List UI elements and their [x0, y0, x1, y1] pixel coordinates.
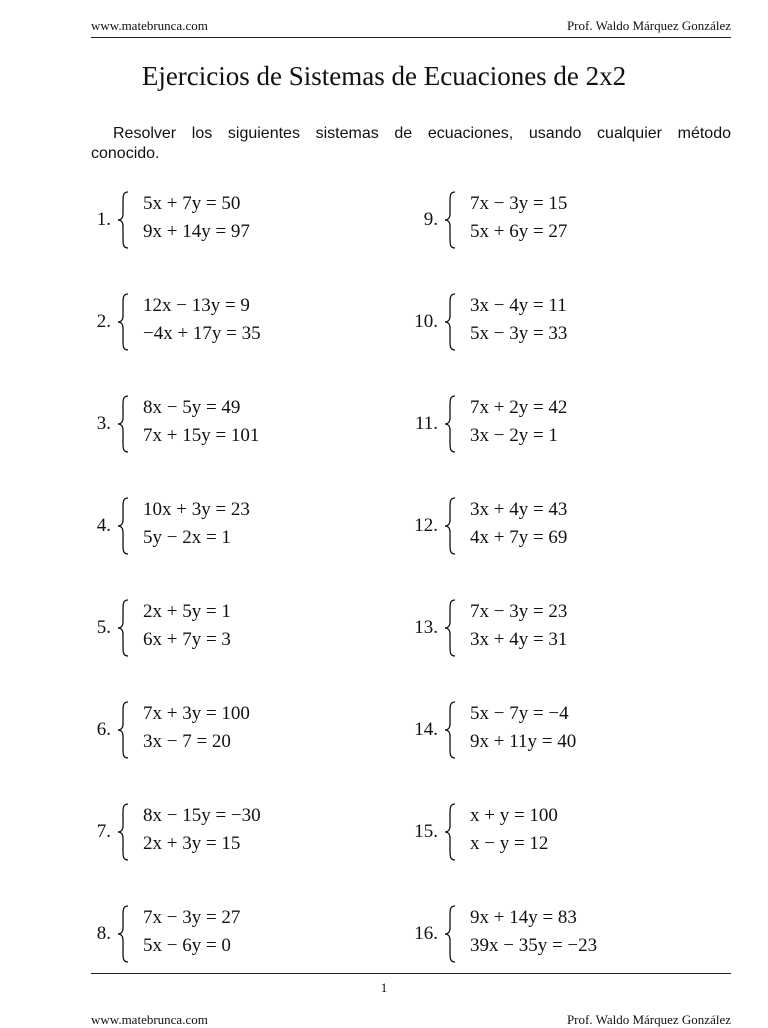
footer-site: www.matebrunca.com [91, 1012, 208, 1027]
page-number: 1 [380, 980, 388, 995]
equation-2: 2x + 3y = 15 [143, 833, 241, 854]
equation-system [470, 496, 567, 552]
left-brace-icon [444, 496, 458, 556]
left-brace-icon [444, 904, 458, 964]
header-divider [91, 37, 731, 38]
equation-1: 7x − 3y = 27 [143, 907, 241, 928]
exercise-number: 12. [414, 515, 438, 536]
equation-1: x + y = 100 [470, 805, 558, 826]
equation-2: −4x + 17y = 35 [143, 323, 261, 344]
equation-1: 8x − 15y = −30 [143, 805, 261, 826]
exercise-number: 13. [414, 617, 438, 638]
equation-2: 5x − 6y = 0 [143, 935, 231, 956]
equation-2: 5x + 6y = 27 [470, 221, 568, 242]
exercise-number: 9. [423, 209, 438, 230]
equation-system [143, 292, 261, 348]
equation-1: 3x − 4y = 11 [470, 295, 567, 316]
equation-system [470, 292, 567, 348]
equation-system [143, 496, 250, 552]
left-brace-icon [117, 802, 131, 862]
equation-system [470, 190, 567, 246]
page-title: Ejercicios de Sistemas de Ecuaciones de 2x2 [141, 61, 627, 91]
equation-1: 7x + 2y = 42 [470, 397, 568, 418]
equation-system [143, 190, 250, 246]
equation-2: x − y = 12 [470, 833, 549, 854]
equation-system [470, 598, 567, 654]
equation-1: 2x + 5y = 1 [143, 601, 231, 622]
equation-2: 4x + 7y = 69 [470, 527, 568, 548]
equation-1: 9x + 14y = 83 [470, 907, 577, 928]
equation-system [470, 904, 597, 960]
left-brace-icon [444, 190, 458, 250]
footer-divider [91, 973, 731, 974]
header-author: Prof. Waldo Márquez González [566, 18, 731, 33]
equation-2: 5y − 2x = 1 [143, 527, 231, 548]
left-brace-icon [444, 598, 458, 658]
equation-1: 10x + 3y = 23 [143, 499, 250, 520]
equation-system [143, 394, 259, 450]
instructions-line-1: Resolver los siguientes sistemas de ecuaciones, usando cualquier método [113, 125, 731, 142]
equation-1: 5x + 7y = 50 [143, 193, 241, 214]
left-brace-icon [444, 700, 458, 760]
equation-system [470, 700, 576, 756]
exercise-number: 11. [414, 413, 438, 434]
equation-system [143, 700, 250, 756]
equation-system [470, 802, 558, 858]
equation-2: 9x + 11y = 40 [470, 731, 577, 752]
left-brace-icon [444, 802, 458, 862]
exercise-number: 3. [96, 413, 111, 434]
exercise-number: 16. [414, 923, 438, 944]
equation-1: 7x − 3y = 15 [470, 193, 568, 214]
exercise-number: 7. [96, 821, 111, 842]
equation-system [470, 394, 567, 450]
equation-2: 3x + 4y = 31 [470, 629, 568, 650]
exercise-number: 2. [96, 311, 111, 332]
equation-1: 12x − 13y = 9 [143, 295, 250, 316]
exercise-number: 4. [96, 515, 111, 536]
exercise-number: 6. [96, 719, 111, 740]
equation-2: 3x − 2y = 1 [470, 425, 558, 446]
equation-2: 5x − 3y = 33 [470, 323, 568, 344]
equation-1: 3x + 4y = 43 [470, 499, 568, 520]
equation-system [143, 598, 231, 654]
equation-2: 7x + 15y = 101 [143, 425, 260, 446]
exercise-number: 14. [414, 719, 438, 740]
equation-2: 9x + 14y = 97 [143, 221, 250, 242]
equation-system [143, 802, 261, 858]
equation-1: 8x − 5y = 49 [143, 397, 241, 418]
page-footer [91, 1012, 731, 1028]
left-brace-icon [117, 598, 131, 658]
exercise-number: 10. [414, 311, 438, 332]
exercise-number: 1. [96, 209, 111, 230]
page-header [91, 18, 731, 34]
equation-2: 39x − 35y = −23 [470, 935, 598, 956]
left-brace-icon [444, 292, 458, 352]
equation-2: 6x + 7y = 3 [143, 629, 231, 650]
exercise-number: 5. [96, 617, 111, 638]
exercise-number: 15. [414, 821, 438, 842]
instructions-line-2: conocido. [91, 145, 160, 162]
footer-author: Prof. Waldo Márquez González [566, 1012, 731, 1027]
left-brace-icon [444, 394, 458, 454]
equation-1: 5x − 7y = −4 [470, 703, 569, 724]
equation-2: 3x − 7 = 20 [143, 731, 231, 752]
left-brace-icon [117, 904, 131, 964]
equation-1: 7x + 3y = 100 [143, 703, 250, 724]
left-brace-icon [117, 394, 131, 454]
left-brace-icon [117, 496, 131, 556]
header-site: www.matebrunca.com [91, 18, 208, 33]
equation-system [143, 904, 240, 960]
left-brace-icon [117, 190, 131, 250]
left-brace-icon [117, 292, 131, 352]
exercise-number: 8. [96, 923, 111, 944]
instructions [91, 124, 731, 164]
left-brace-icon [117, 700, 131, 760]
equation-1: 7x − 3y = 23 [470, 601, 568, 622]
